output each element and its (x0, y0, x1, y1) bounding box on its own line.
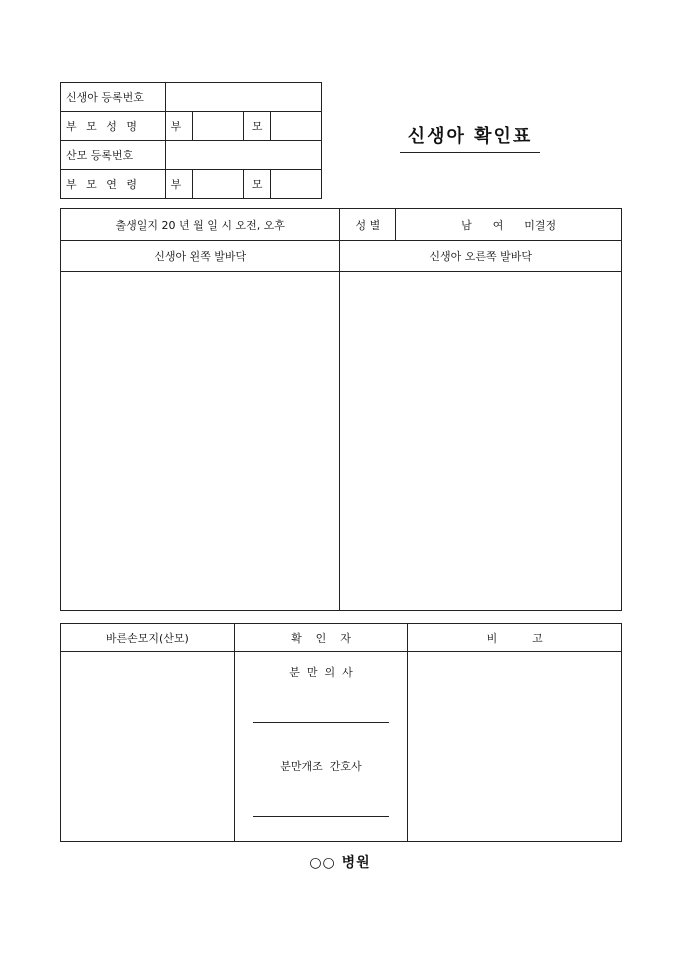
father-age-field[interactable] (192, 170, 244, 199)
newborn-reg-no-label: 신생아 등록번호 (61, 83, 166, 112)
mother-age-label: 모 (244, 170, 271, 199)
father-age-label: 부 (165, 170, 192, 199)
delivery-doctor-label: 분 만 의 사 (289, 666, 353, 679)
remarks-area[interactable] (408, 652, 622, 842)
sex-label: 성 별 (340, 209, 396, 241)
nurse-signature-line[interactable] (253, 816, 390, 817)
right-sole-label: 신생아 오른쪽 발바닥 (340, 241, 622, 272)
father-name-label: 부 (165, 112, 192, 141)
birth-datetime-label: 출생일지 20 년 월 일 시 오전, 오후 (61, 209, 340, 241)
parent-name-label: 부 모 성 명 (61, 112, 166, 141)
thumbprint-area[interactable] (61, 652, 235, 842)
doctor-signature-line[interactable] (253, 722, 390, 723)
delivery-nurse-label: 분만개조 간호사 (280, 760, 362, 773)
father-name-field[interactable] (192, 112, 244, 141)
confirmation-table (60, 623, 622, 842)
birth-footprint-table (60, 208, 622, 611)
left-footprint-area[interactable] (61, 272, 340, 611)
confirmer-label: 확 인 자 (234, 624, 408, 652)
newborn-info-table (60, 82, 322, 199)
newborn-reg-no-field[interactable] (165, 83, 321, 112)
mother-reg-no-label: 산모 등록번호 (61, 141, 166, 170)
mother-age-field[interactable] (271, 170, 322, 199)
parent-age-label: 부 모 연 령 (61, 170, 166, 199)
mother-reg-no-field[interactable] (165, 141, 321, 170)
mother-name-field[interactable] (271, 112, 322, 141)
left-sole-label: 신생아 왼쪽 발바닥 (61, 241, 340, 272)
hospital-name: ○○ 병원 (309, 855, 371, 871)
mother-name-label: 모 (244, 112, 271, 141)
title-block (393, 122, 547, 153)
thumbprint-label: 바른손모지(산모) (61, 624, 235, 652)
signature-area (234, 652, 408, 842)
right-footprint-area[interactable] (340, 272, 622, 611)
sex-options[interactable]: 남 여 미결정 (396, 209, 622, 241)
remarks-label: 비 고 (408, 624, 622, 652)
document-title: 신생아 확인표 (400, 122, 541, 153)
